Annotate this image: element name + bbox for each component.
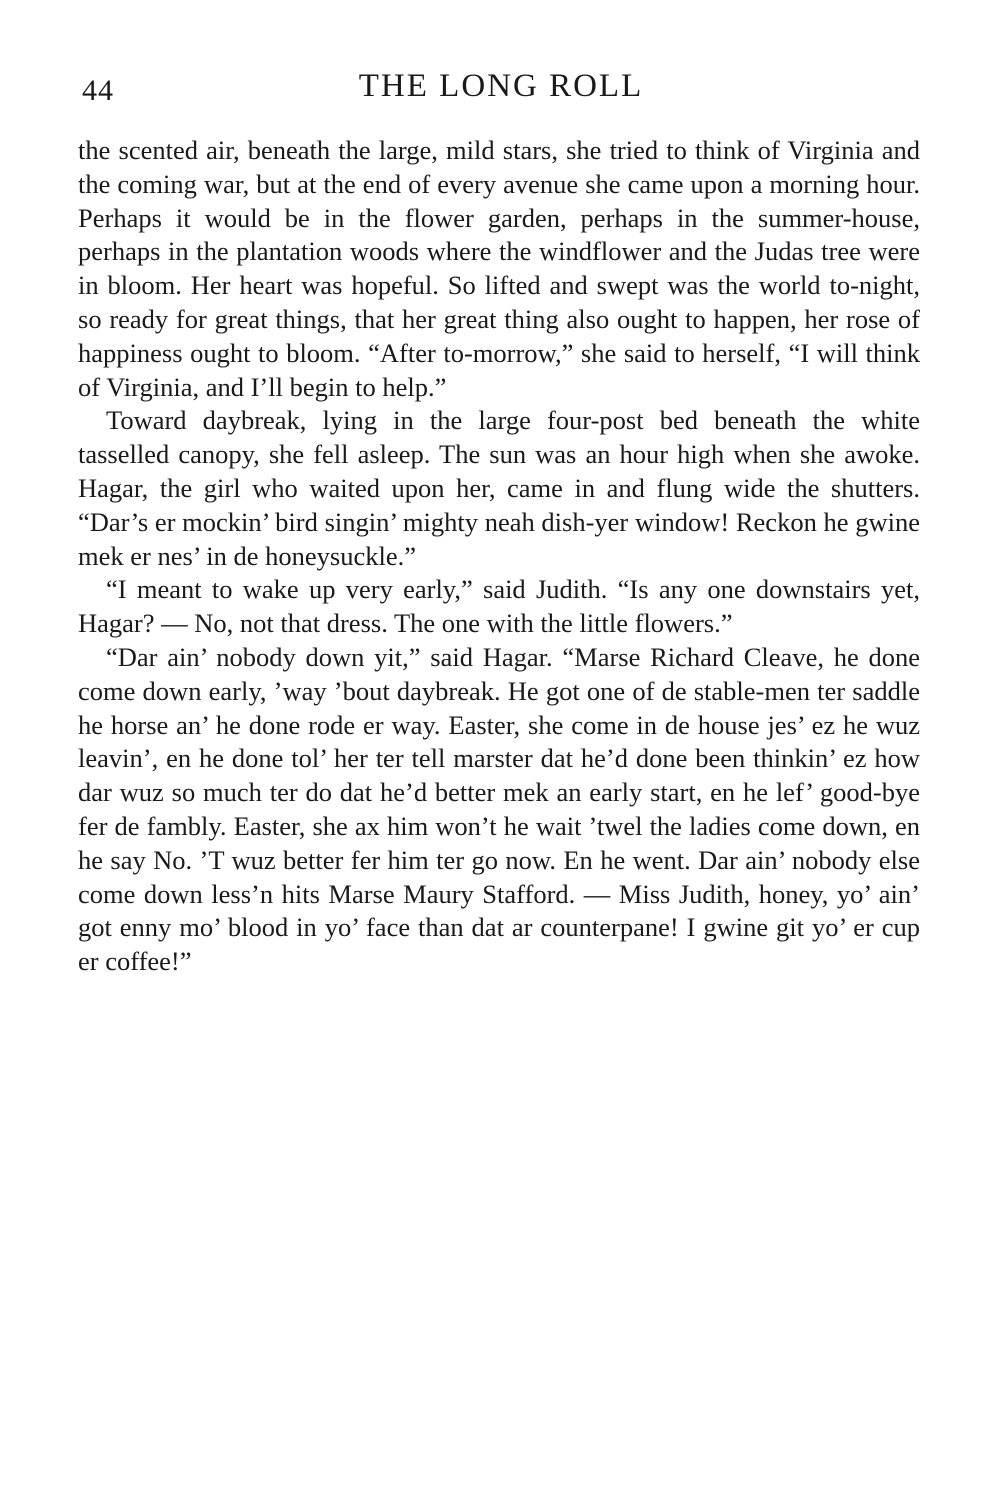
book-title: THE LONG ROLL: [358, 68, 644, 104]
paragraph-continued: the scented air, beneath the large, mild stars, she tried to think of Virginia and the coming war, but at the end of every avenue she came upon a morning hour. Perhaps it would be in the flower garden, perhaps in the summer-house, perhaps in the plantation woods where the windflower and the Judas tree were in bloom. Her heart was hopeful. So lifted and swept was the world to-night, so ready for great things, that her great thing also ought to happen, her rose of happiness ought to bloom. “After to-morrow,” she said to herself, “I will think of Virginia, and I’ll begin to help.”: [78, 135, 920, 402]
paragraph-judith: “I meant to wake up very early,” said Judith. “Is any one downstairs yet, Hagar? — No, not that dress. The one with the little flowers.”: [78, 574, 920, 639]
page-number: 44: [82, 74, 114, 107]
running-head: [82, 68, 920, 112]
paragraph-daybreak: Toward daybreak, lying in the large four-post bed beneath the white tasselled canopy, she fell asleep. The sun was an hour high when she awoke. Hagar, the girl who waited upon her, came in and flung wide the shutters. “Dar’s er mockin’ bird singin’ mighty neah dish-yer window! Reckon he gwine mek er nes’ in de honeysuckle.”: [78, 405, 920, 571]
paragraph-hagar: “Dar ain’ nobody down yit,” said Hagar. “Marse Richard Cleave, he done come down early, ’way ’bout daybreak. He got one of de stable-men ter saddle he horse an’ he done rode er way. Easter, she come in de house jes’ ez he wuz leavin’, en he done tol’ her ter tell marster dat he’d done been thinkin’ ez how dar wuz so much ter do dat he’d better mek an early start, en he lef’ good-bye fer de fambly. Easter, she ax him won’t he wait ’twel the ladies come down, en he say No. ’T wuz better fer him ter go now. En he went. Dar ain’ nobody else come down less’n hits Marse Maury Stafford. — Miss Judith, honey, yo’ ain’ got enny mo’ blood in yo’ face than dat ar counterpane! I gwine git yo’ er cup er coffee!”: [78, 641, 920, 977]
body-text: [78, 134, 920, 979]
